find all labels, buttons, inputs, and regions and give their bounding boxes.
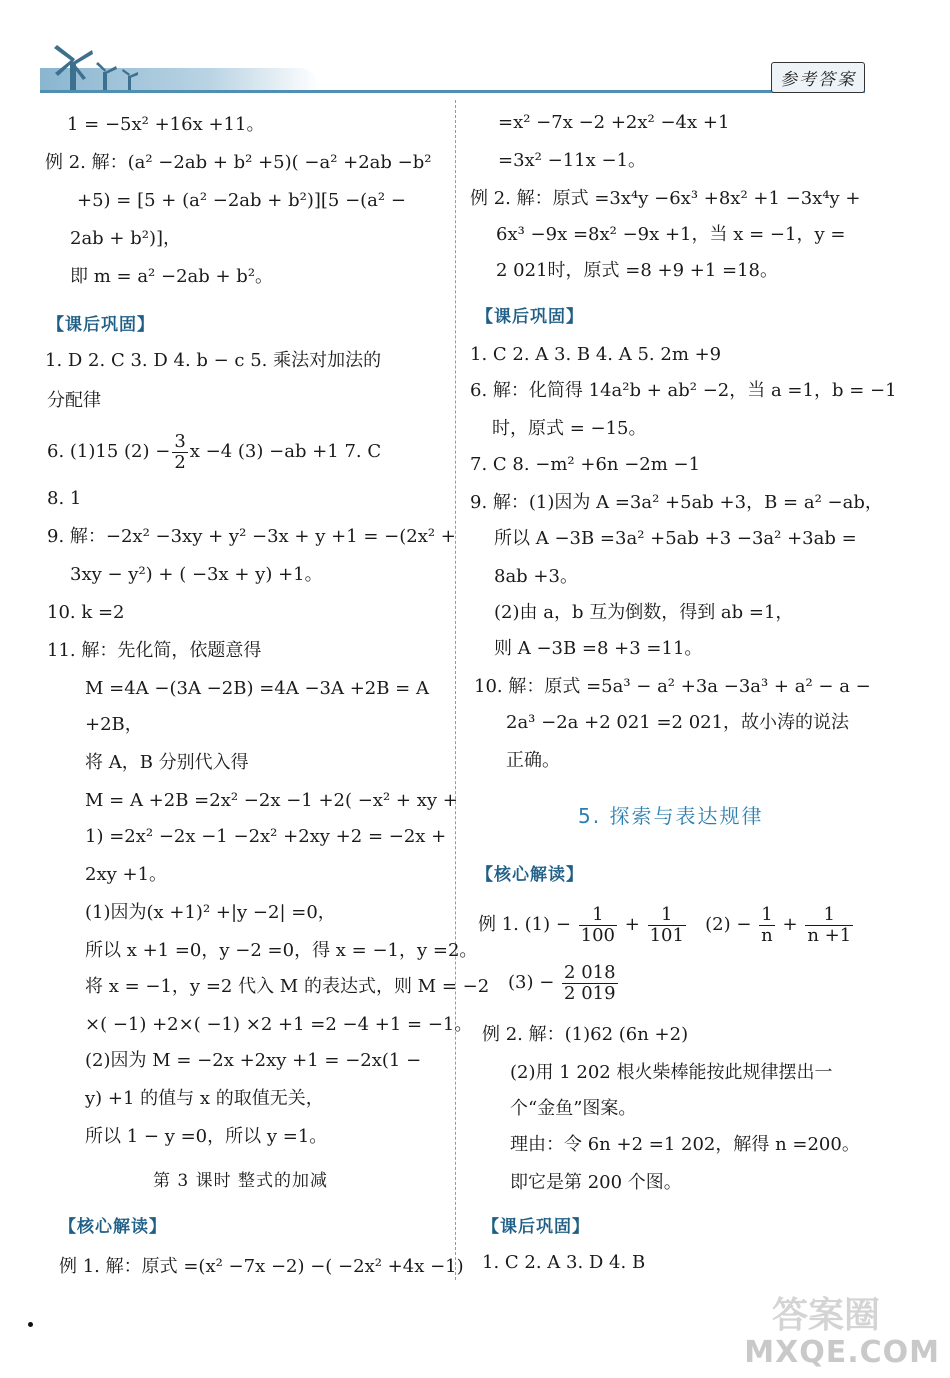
text-line: 例 2. 解：(a² −2ab + b² +5)( −a² +2ab −b²	[45, 152, 432, 173]
text-line: 10. k =2	[47, 602, 125, 623]
fraction-den: 2	[174, 451, 186, 473]
text-line: M = A +2B =2x² −2x −1 +2( −x² + xy +	[85, 790, 458, 811]
fraction-num: 1	[579, 905, 617, 926]
text-line: 1. C 2. A 3. D 4. B	[482, 1252, 646, 1273]
text-line: 所以 A −3B =3a² +5ab +3 −3a² +3ab =	[494, 528, 857, 549]
text-line: 6. 解：化简得 14a²b + ab² −2，当 a =1，b = −1	[470, 380, 897, 401]
text-line: 9. 解：−2x² −3xy + y² −3x + y +1 = −(2x² +	[47, 526, 456, 547]
lesson-title: 第 3 课时 整式的加减	[153, 1171, 329, 1191]
text-line: 例 2. 解：(1)62 (6n +2)	[482, 1024, 689, 1045]
ex1-label: 例 1. (1) −	[478, 914, 571, 935]
example-1-part3	[508, 960, 620, 1006]
text-line: 8. 1	[47, 488, 82, 509]
page-header	[0, 0, 950, 100]
text-line: 1. C 2. A 3. B 4. A 5. 2m +9	[470, 344, 722, 365]
text-line: 正确。	[506, 750, 560, 771]
text-line: ×( −1) +2×( −1) ×2 +1 =2 −4 +1 = −1。	[85, 1014, 473, 1035]
text-line: 将 A，B 分别代入得	[85, 752, 249, 773]
margin-dot	[28, 1322, 33, 1327]
question-6	[47, 430, 381, 474]
fraction-den: n	[761, 924, 773, 946]
text-line: =3x² −11x −1。	[498, 150, 647, 171]
section-title: 5. 探索与表达规律	[578, 804, 764, 828]
section-heading: 【课后巩固】	[47, 315, 155, 335]
text-line: =x² −7x −2 +2x² −4x +1	[498, 112, 730, 133]
text-line: (2)因为 M = −2x +2xy +1 = −2x(1 −	[85, 1050, 422, 1071]
fraction-num: 3	[174, 430, 186, 452]
ex1-part2: (2) −	[705, 914, 752, 935]
windmill-icon	[48, 44, 148, 90]
text-line: (2)由 a，b 互为倒数，得到 ab =1，	[494, 602, 794, 623]
watermark-url: MXQE.COM	[744, 1335, 940, 1370]
text-line: 2ab + b²)]，	[70, 228, 182, 249]
header-rule	[40, 90, 865, 93]
text-line: 10. 解：原式 =5a³ − a² +3a −3a³ + a² − a −	[474, 676, 871, 697]
fraction-den: 2 019	[564, 982, 616, 1004]
text-line: 1. D 2. C 3. D 4. b − c 5. 乘法对加法的	[45, 350, 382, 371]
text-line: 例 2. 解：原式 =3x⁴y −6x³ +8x² +1 −3x⁴y +	[470, 188, 861, 209]
text-line: 11. 解：先化简，依题意得	[47, 640, 262, 661]
fraction	[805, 905, 853, 946]
watermark-logo: 答案圈	[771, 1295, 880, 1336]
fraction-den: 101	[649, 924, 684, 946]
fraction	[759, 905, 775, 946]
text-line: +2B，	[85, 714, 143, 735]
plus-sign: +	[782, 914, 798, 935]
answer-key-tag: 参考答案	[771, 62, 865, 93]
example-1-line	[478, 902, 855, 948]
text-line: 1 = −5x² +16x +11。	[67, 114, 265, 135]
text-line: (2)用 1 202 根火柴棒能按此规律摆出一	[510, 1062, 833, 1083]
text-line: 则 A −3B =8 +3 =11。	[494, 638, 703, 659]
fraction-num: 1	[648, 905, 686, 926]
fraction	[562, 963, 618, 1004]
section-heading: 【核心解读】	[59, 1217, 167, 1237]
text-line: 6x³ −9x =8x² −9x +1，当 x = −1，y =	[496, 224, 846, 245]
text-line: 个“金鱼”图案。	[510, 1098, 637, 1119]
text-line: 所以 x +1 =0，y −2 =0，得 x = −1，y =2。	[85, 940, 478, 961]
fraction-num: 2 018	[564, 961, 616, 983]
text-line: 理由：令 6n +2 =1 202，解得 n =200。	[510, 1134, 860, 1155]
text-line: 8ab +3。	[494, 566, 578, 587]
text-line: 时，原式 = −15。	[492, 418, 647, 439]
text-line: 2 021时，原式 =8 +9 +1 =18。	[496, 260, 779, 281]
ex1-part3: (3) −	[508, 972, 555, 993]
text-line: 7. C 8. −m² +6n −2m −1	[470, 454, 701, 475]
text-line: 所以 1 − y =0，所以 y =1。	[85, 1126, 328, 1147]
text-line: 2xy +1。	[85, 864, 168, 885]
text-line: 将 x = −1，y =2 代入 M 的表达式，则 M = −2	[85, 976, 490, 997]
text-line: (1)因为(x +1)² +|y −2| =0，	[85, 902, 336, 923]
text-line: 分配律	[47, 390, 101, 411]
section-heading: 【课后巩固】	[482, 1217, 590, 1237]
fraction	[172, 432, 187, 473]
section-heading: 【课后巩固】	[476, 307, 584, 327]
text-line: 1) =2x² −2x −1 −2x² +2xy +2 = −2x +	[85, 826, 447, 847]
fraction-num: 1	[805, 905, 853, 926]
column-divider	[455, 100, 456, 1280]
text-line: 9. 解：(1)因为 A =3a² +5ab +3，B = a² −ab，	[470, 492, 883, 513]
q6-part-b: x −4 (3) −ab +1 7. C	[189, 441, 382, 462]
q6-part-a: 6. (1)15 (2) −	[47, 441, 171, 462]
plus-sign: +	[624, 914, 640, 935]
fraction-den: n +1	[807, 924, 852, 946]
section-heading: 【核心解读】	[476, 865, 584, 885]
fraction-num: 1	[759, 905, 775, 926]
fraction	[648, 905, 686, 946]
fraction	[579, 905, 617, 946]
text-line: +5) = [5 + (a² −2ab + b²)][5 −(a² −	[77, 190, 406, 211]
text-line: 即它是第 200 个图。	[510, 1172, 682, 1193]
text-line: 3xy − y²) + ( −3x + y) +1。	[70, 564, 323, 585]
fraction-den: 100	[580, 924, 616, 946]
text-line: 2a³ −2a +2 021 =2 021，故小涛的说法	[506, 712, 850, 733]
text-line: y) +1 的值与 x 的取值无关，	[85, 1088, 324, 1109]
text-line: 例 1. 解：原式 =(x² −7x −2) −( −2x² +4x −1)	[59, 1256, 464, 1277]
text-line: M =4A −(3A −2B) =4A −3A +2B = A	[85, 678, 429, 699]
text-line: 即 m = a² −2ab + b²。	[70, 266, 274, 287]
